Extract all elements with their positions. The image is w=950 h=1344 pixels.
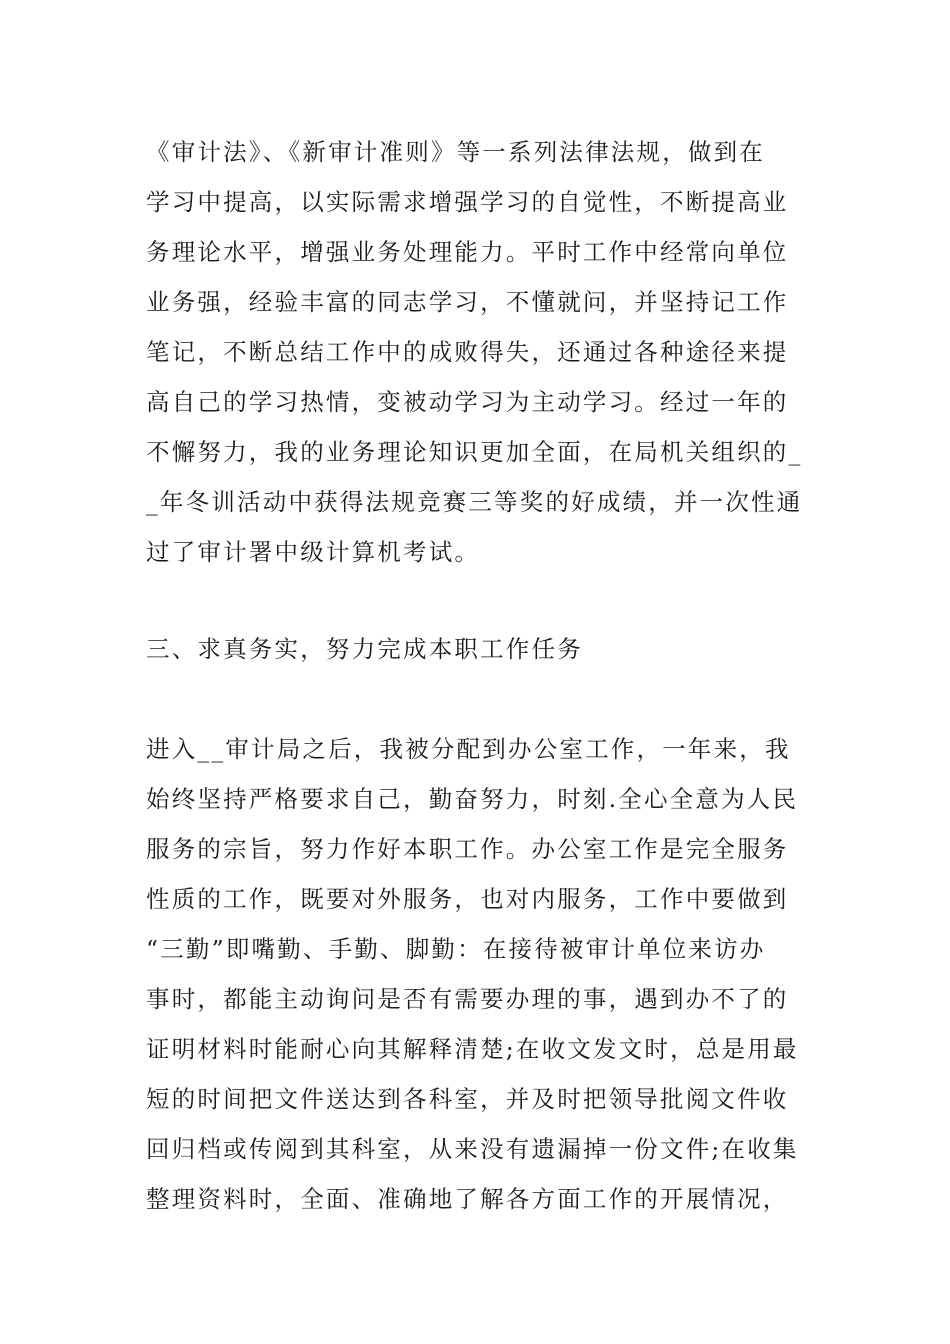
text-line: 不懈努力，我的业务理论知识更加全面，在局机关组织的_ bbox=[146, 438, 803, 466]
text-line: 高自己的学习热情，变被动学习为主动学习。经过一年的 bbox=[146, 388, 789, 416]
text-line: 性质的工作，既要对外服务，也对内服务，工作中要做到 bbox=[146, 885, 789, 913]
text-line: 务理论水平，增强业务处理能力。平时工作中经常向单位 bbox=[146, 238, 789, 266]
paragraph-office-work bbox=[146, 724, 816, 1224]
section-heading-text: 三、求真务实，努力完成本职工作任务 bbox=[146, 635, 583, 663]
section-heading bbox=[146, 624, 816, 674]
text-line: 笔记，不断总结工作中的成败得失，还通过各种途径来提 bbox=[146, 338, 789, 366]
text-line: 学习中提高，以实际需求增强学习的自觉性，不断提高业 bbox=[146, 188, 789, 216]
paragraph-study bbox=[146, 127, 816, 577]
text-line: 服务的宗旨，努力作好本职工作。办公室工作是完全服务 bbox=[146, 835, 789, 863]
text-line: 《审计法》、《新审计准则》等一系列法律法规，做到在 bbox=[146, 138, 765, 166]
text-line: 始终坚持严格要求自己，勤奋努力，时刻.全心全意为人民 bbox=[146, 785, 799, 813]
text-line: _年冬训活动中获得法规竞赛三等奖的好成绩，并一次性通 bbox=[146, 488, 803, 516]
text-line: 事时，都能主动询问是否有需要办理的事，遇到办不了的 bbox=[146, 985, 789, 1013]
text-line: “三勤”即嘴勤、手勤、脚勤：在接待被审计单位来访办 bbox=[146, 935, 766, 963]
text-line: 证明材料时能耐心向其解释清楚;在收文发文时，总是用最 bbox=[146, 1035, 799, 1063]
text-line: 回归档或传阅到其科室，从来没有遗漏掉一份文件;在收集 bbox=[146, 1135, 799, 1163]
text-line: 过了审计署中级计算机考试。 bbox=[146, 538, 481, 566]
text-line: 整理资料时，全面、准确地了解各方面工作的开展情况， bbox=[146, 1185, 789, 1213]
text-line: 短的时间把文件送达到各科室，并及时把领导批阅文件收 bbox=[146, 1085, 789, 1113]
text-line: 业务强，经验丰富的同志学习，不懂就问，并坚持记工作 bbox=[146, 288, 789, 316]
text-line: 进入__审计局之后，我被分配到办公室工作，一年来，我 bbox=[146, 735, 791, 763]
